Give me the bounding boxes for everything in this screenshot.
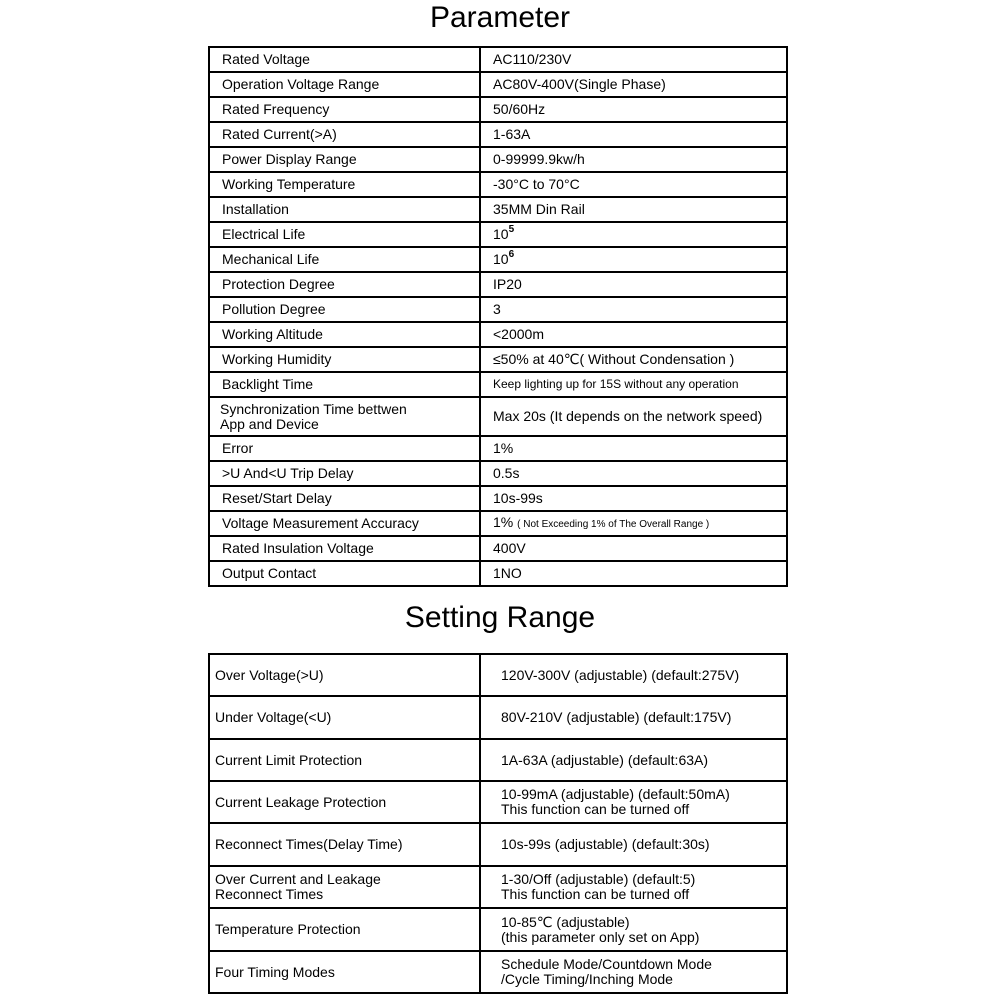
table-row [209, 436, 787, 461]
table-row [209, 781, 787, 823]
row-value: 400V [480, 536, 787, 561]
row-value: 35MM Din Rail [480, 197, 787, 222]
row-value: IP20 [480, 272, 787, 297]
row-label: Under Voltage(<U) [209, 696, 480, 739]
value-base: 10 [493, 251, 509, 267]
row-value-line: 10-85℃ (adjustable) [501, 913, 630, 930]
row-label: Reconnect Times(Delay Time) [209, 823, 480, 866]
row-label: Working Humidity [209, 347, 480, 372]
row-label: Working Altitude [209, 322, 480, 347]
table-row [209, 172, 787, 197]
row-value-line: This function can be turned off [501, 886, 690, 902]
table-row [209, 397, 787, 436]
row-value: 1A-63A (adjustable) (default:63A) [480, 739, 787, 781]
value-exponent: 6 [508, 249, 515, 261]
row-value: Max 20s (It depends on the network speed) [480, 397, 787, 436]
row-label: Four Timing Modes [209, 951, 480, 993]
row-value: 1-63A [480, 122, 787, 147]
row-label: Current Leakage Protection [209, 781, 480, 823]
row-value: 120V-300V (adjustable) (default:275V) [480, 654, 787, 696]
row-value [480, 908, 787, 951]
value-main: 1% [493, 514, 514, 530]
row-label: Installation [209, 197, 480, 222]
table-row [209, 297, 787, 322]
value-exponent: 5 [508, 224, 515, 236]
table-row [209, 347, 787, 372]
row-label: >U And<U Trip Delay [209, 461, 480, 486]
table-row [209, 696, 787, 739]
table-row [209, 739, 787, 781]
row-label: Over Voltage(>U) [209, 654, 480, 696]
row-label: Rated Insulation Voltage [209, 536, 480, 561]
table-row [209, 47, 787, 72]
row-label: Reset/Start Delay [209, 486, 480, 511]
row-value: -30°C to 70°C [480, 172, 787, 197]
table-row [209, 561, 787, 586]
row-label: Pollution Degree [209, 297, 480, 322]
row-label: Error [209, 436, 480, 461]
row-label: Rated Current(>A) [209, 122, 480, 147]
table-row [209, 372, 787, 397]
row-value: 80V-210V (adjustable) (default:175V) [480, 696, 787, 739]
row-label: Protection Degree [209, 272, 480, 297]
table-row [209, 147, 787, 172]
table-row [209, 97, 787, 122]
row-value: 50/60Hz [480, 97, 787, 122]
parameter-table [208, 46, 788, 587]
row-value: AC110/230V [480, 47, 787, 72]
table-row [209, 866, 787, 908]
row-label: Temperature Protection [209, 908, 480, 951]
row-value: 1% [480, 436, 787, 461]
row-label: Output Contact [209, 561, 480, 586]
row-value-line: 1-30/Off (adjustable) (default:5) [501, 871, 696, 887]
row-value: 0-99999.9kw/h [480, 147, 787, 172]
row-value: <2000m [480, 322, 787, 347]
table-row [209, 247, 787, 272]
row-value [480, 222, 787, 247]
row-label-line: Reconnect Times [215, 886, 324, 902]
value-note: ( Not Exceeding 1% of The Overall Range ) [517, 519, 710, 530]
row-value-line: Schedule Mode/Countdown Mode [501, 956, 712, 972]
row-value-line: 10-99mA (adjustable) (default:50mA) [501, 786, 730, 802]
table-row [209, 908, 787, 951]
row-value: 0.5s [480, 461, 787, 486]
table-row [209, 72, 787, 97]
row-value [480, 511, 787, 536]
row-value: 3 [480, 297, 787, 322]
row-value [480, 866, 787, 908]
table-row [209, 322, 787, 347]
row-value-line: (this parameter only set on App) [501, 928, 700, 945]
setting-range-table [208, 653, 788, 994]
parameter-title: Parameter [429, 1, 571, 34]
table-row [209, 951, 787, 993]
row-label: Backlight Time [209, 372, 480, 397]
row-label: Mechanical Life [209, 247, 480, 272]
table-row [209, 272, 787, 297]
row-label-line: Synchronization Time bettwen [220, 400, 407, 417]
table-row [209, 536, 787, 561]
row-label: Operation Voltage Range [209, 72, 480, 97]
row-value-line: This function can be turned off [501, 801, 690, 817]
row-label: Rated Frequency [209, 97, 480, 122]
row-label-line: Over Current and Leakage [215, 871, 381, 887]
table-row [209, 511, 787, 536]
row-label: Power Display Range [209, 147, 480, 172]
row-label: Working Temperature [209, 172, 480, 197]
setting-range-title: Setting Range [404, 601, 596, 634]
row-value: ≤50% at 40℃( Without Condensation ) [480, 347, 787, 372]
row-label [209, 397, 480, 436]
table-row [209, 222, 787, 247]
row-value-line: /Cycle Timing/Inching Mode [501, 971, 673, 987]
row-label: Current Limit Protection [209, 739, 480, 781]
table-row [209, 823, 787, 866]
row-value: 10s-99s (adjustable) (default:30s) [480, 823, 787, 866]
table-row [209, 654, 787, 696]
row-value: 10s-99s [480, 486, 787, 511]
row-label: Electrical Life [209, 222, 480, 247]
row-value: 1NO [480, 561, 787, 586]
row-value [480, 951, 787, 993]
row-value: AC80V-400V(Single Phase) [480, 72, 787, 97]
row-value [480, 247, 787, 272]
row-label [209, 866, 480, 908]
row-label-line: App and Device [220, 415, 319, 432]
row-label: Rated Voltage [209, 47, 480, 72]
table-row [209, 197, 787, 222]
row-value: Keep lighting up for 15S without any operation [480, 372, 787, 397]
table-row [209, 461, 787, 486]
table-row [209, 122, 787, 147]
row-label: Voltage Measurement Accuracy [209, 511, 480, 536]
row-value [480, 781, 787, 823]
table-row [209, 486, 787, 511]
value-base: 10 [493, 226, 509, 242]
